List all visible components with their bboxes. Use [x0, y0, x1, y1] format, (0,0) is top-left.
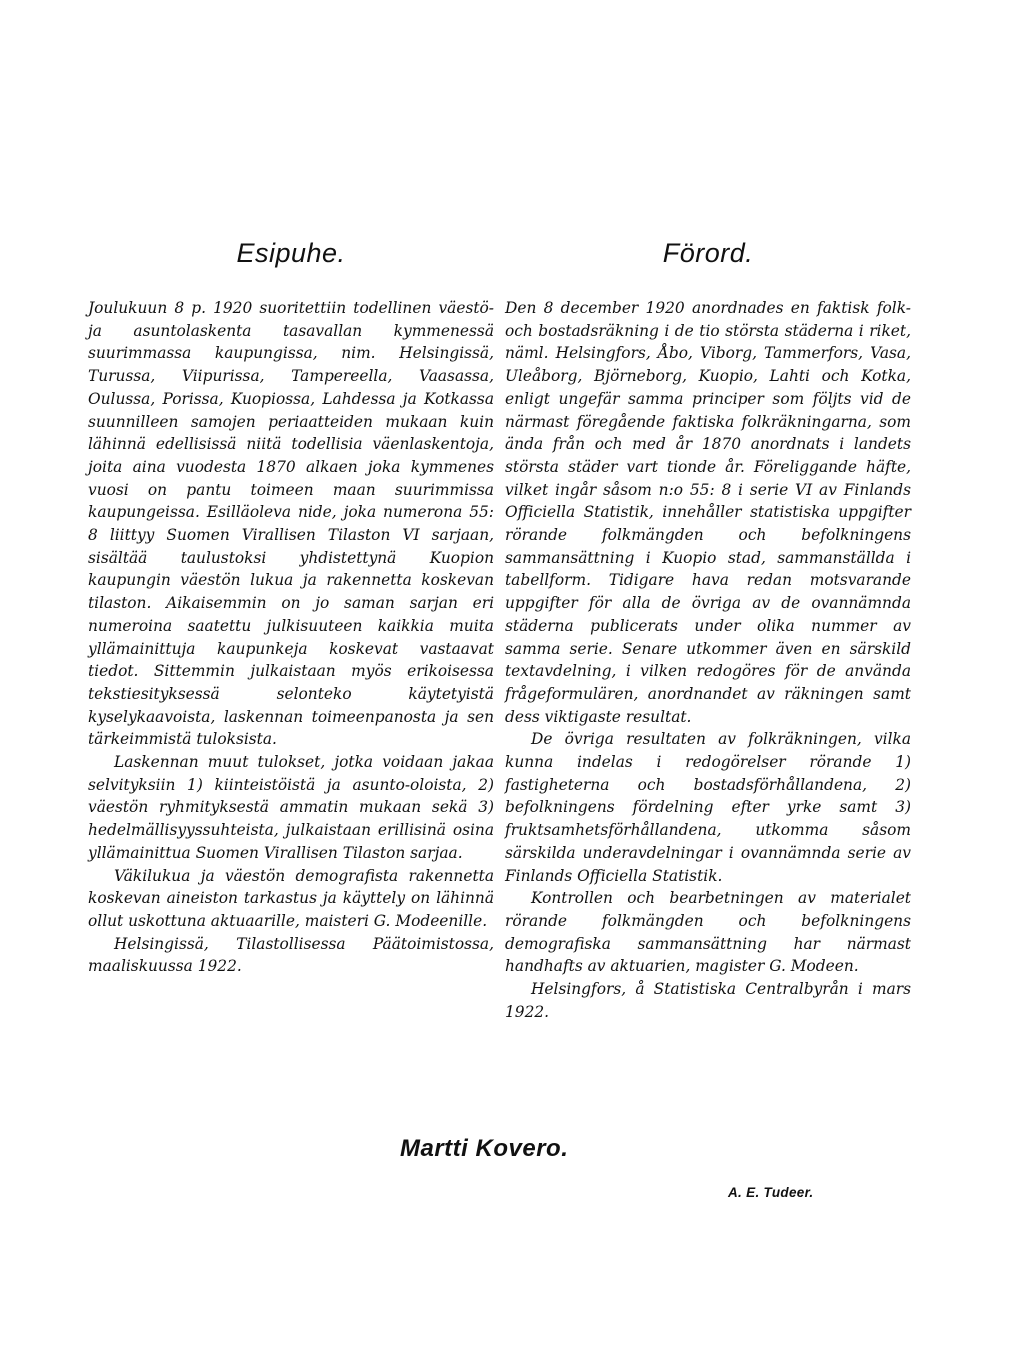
finnish-heading: Esipuhe. [236, 238, 346, 268]
finnish-paragraph-2: Laskennan muut tulokset, jotka voidaan jakaa selvityksiin 1) kiinteistöistä ja asunto-oloista, 2) väestön ryhmityksestä ammatin mukaan sekä 3) hedelmällisyyssuhteista, julkaistaan erillisinä osina yllämainittua Suomen Virallisen Tilaston sarjaa. [88, 753, 494, 862]
swedish-paragraph-1: Den 8 december 1920 anordnades en faktisk folk- och bostadsräkning i de tio största städerna i riket, näml. Helsingfors, Åbo, Viborg, Tammerfors, Vasa, Uleåborg, Björneborg, Kuopio, Lahti och Kotka, enligt ungefär samma principer som följts vid de närmast föregående faktiska folkräkningarna, som ända från och med år 1870 anordnats i landets största städer vart tionde år. Föreliggande häfte, vilket ingår såsom n:o 55: 8 i serie VI av Finlands Officiella Statistik, innehåller statistiska uppgifter rörande folkmängden och befolkningens sammansättning i Kuopio stad, sammanställda i tabellform. Tidigare hava redan motsvarande uppgifter för alla de övriga av de ovannämnda städerna publicerats under olika nummer av samma serie. Senare utkommer även en särskild textavdelning, i vilken redogöres för de använda frågeformulären, anordnandet av räkningen samt dess viktigaste resultat. [505, 299, 911, 726]
swedish-paragraph-2: De övriga resultaten av folkräkningen, vilka kunna indelas i redogörelser rörande 1) fastigheterna och bostadsförhållandena, 2) befolkningens fördelning efter yrke samt 3) fruktsamhetsförhållandena, utkomma såsom särskilda underavdelningar i ovannämnda serie av Finlands Officiella Statistik. [505, 730, 911, 885]
swedish-heading: Förord. [662, 238, 754, 268]
signature-primary: Martti Kovero. [400, 1135, 569, 1162]
finnish-paragraph-4: Helsingissä, Tilastollisessa Päätoimistossa, maaliskuussa 1922. [88, 934, 494, 976]
finnish-preface [88, 238, 494, 978]
swedish-preface [505, 238, 911, 1024]
swedish-paragraph-3: Kontrollen och bearbetningen av materialet rörande folkmängden och befolkningens demografiska sammansättning har närmast handhafts av aktuarien, magister G. Modeen. [505, 889, 911, 976]
finnish-paragraph-3: Väkilukua ja väestön demografista rakennetta koskevan aineiston tarkastus ja käyttely on lähinnä ollut uskottuna aktuaarille, maisteri G. Modeenille. [88, 866, 494, 930]
finnish-paragraph-1: Joulukuun 8 p. 1920 suoritettiin todellinen väestö- ja asuntolaskenta tasavallan kymmenessä suurimmassa kaupungissa, nim. Helsingissä, Turussa, Viipurissa, Tampereella, Vaasassa, Oulussa, Porissa, Kuopiossa, Lahdessa ja Kotkassa suunnilleen samojen periaatteiden mukaan kuin lähinnä edellisissä niitä todellisia väenlaskentoja, joita aina vuodesta 1870 alkaen joka kymmenes vuosi on pantu toimeen maan suurimmissa kaupungeissa. Esilläoleva nide, joka numerona 55: 8 liittyy Suomen Virallisen Tilaston VI sarjaan, sisältää taulustoksi yhdistettynä Kuopion kaupungin väestön lukua ja rakennetta koskevan tilaston. Aikaisemmin on jo saman sarjan eri numeroina saatettu julkisuuteen kaikkia muita yllämainittuja kaupunkeja koskevat vastaavat tiedot. Sittemmin julkaistaan myös erikoisessa tekstiesityksessä selonteko käytetyistä kyselykaavoista, laskennan toimeenpanosta ja sen tärkeimmistä tuloksista. [88, 299, 494, 749]
swedish-paragraph-4: Helsingfors, å Statistiska Centralbyrån i mars 1922. [505, 980, 911, 1021]
signature-secondary: A. E. Tudeer. [728, 1185, 814, 1200]
